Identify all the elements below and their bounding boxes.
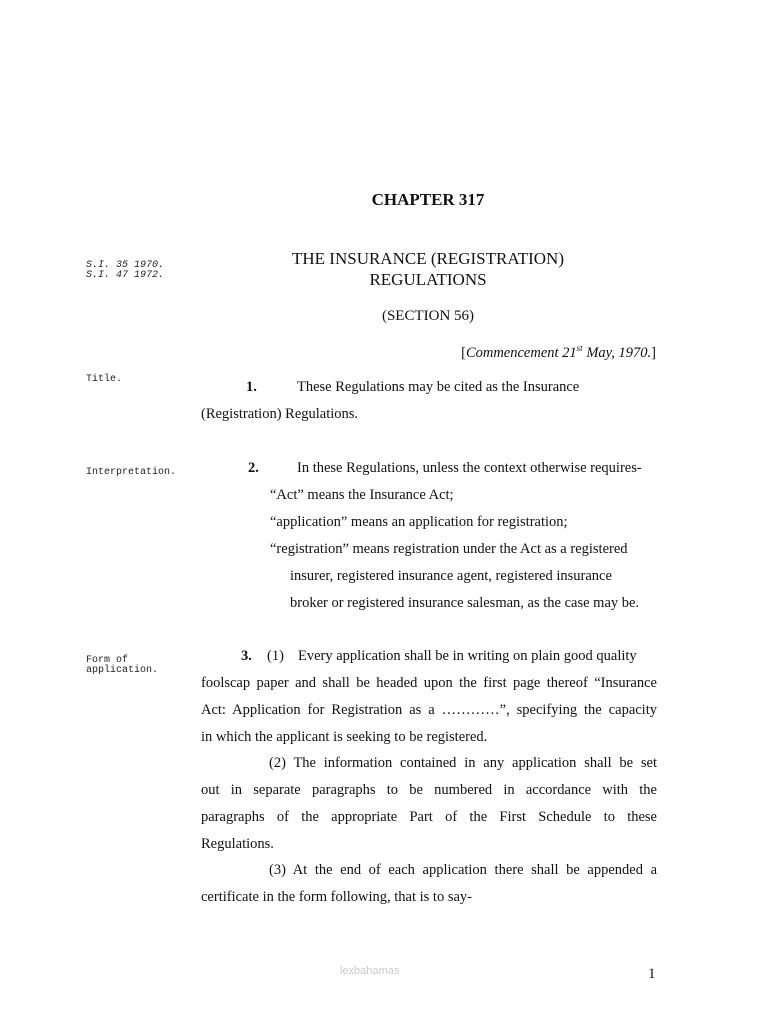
reg3-p3-line2: certificate in the form following, that is to say- — [201, 889, 472, 905]
reg3-p3-line1: (3) At the end of each application there shall be appended a — [269, 862, 657, 878]
reg3-p2-line1: (2) The information contained in any application shall be set — [269, 755, 657, 771]
def-application: “application” means an application for registration; — [270, 514, 568, 530]
watermark: lexbahamas — [340, 965, 400, 977]
section-reference: (SECTION 56) — [381, 308, 475, 324]
reg3-p1-label: (1) — [267, 648, 284, 664]
reg3-p2-line3: paragraphs of the appropriate Part of the First Schedule to these — [201, 809, 657, 825]
commencement-close-bracket: ] — [651, 344, 656, 361]
reg3-number: 3. — [241, 648, 252, 664]
margin-interpretation: Interpretation. — [86, 467, 177, 478]
reg1-line2: (Registration) Regulations. — [201, 406, 359, 422]
reg3-p2-line2: out in separate paragraphs to be numbered in accordance with the — [201, 782, 657, 798]
regulations-title-line2: REGULATIONS — [369, 270, 487, 289]
reg1-number: 1. — [246, 379, 257, 395]
reg2-number: 2. — [248, 460, 259, 476]
reg3-p1-line4: in which the applicant is seeking to be registered. — [201, 729, 488, 745]
chapter-heading: CHAPTER 317 — [371, 190, 485, 209]
commencement-superscript: st — [576, 343, 583, 353]
commencement-note — [461, 343, 656, 362]
reg2-intro: In these Regulations, unless the context otherwise requires- — [297, 460, 642, 476]
reg3-p1-line2: foolscap paper and shall be headed upon the first page thereof “Insurance — [201, 675, 657, 691]
margin-si-1970: S.I. 35 1970. — [86, 260, 165, 271]
def-registration-line3: broker or registered insurance salesman, as the case may be. — [290, 595, 640, 611]
commencement-text: Commencement 21 — [465, 344, 577, 361]
reg3-p1-line3: Act: Application for Registration as a …………”, specifying the capacity — [201, 702, 657, 718]
margin-si-1972: S.I. 47 1972. — [86, 270, 165, 281]
reg3-p1-line1: Every application shall be in writing on plain good quality — [298, 648, 637, 664]
regulations-title-line1: THE INSURANCE (REGISTRATION) — [292, 249, 564, 268]
margin-application: application. — [86, 665, 159, 676]
def-act: “Act” means the Insurance Act; — [270, 487, 454, 503]
def-registration-line2: insurer, registered insurance agent, registered insurance — [290, 568, 612, 584]
page-number: 1 — [648, 966, 656, 982]
margin-title: Title. — [86, 374, 123, 385]
def-registration-line1: “registration” means registration under the Act as a registered — [270, 541, 628, 557]
reg3-p2-line4: Regulations. — [201, 836, 274, 852]
margin-form-of: Form of — [86, 655, 129, 666]
commencement-date: May, 1970. — [582, 344, 652, 361]
commencement-open-bracket: [ — [461, 344, 466, 361]
reg1-line1: These Regulations may be cited as the Insurance — [297, 379, 580, 395]
